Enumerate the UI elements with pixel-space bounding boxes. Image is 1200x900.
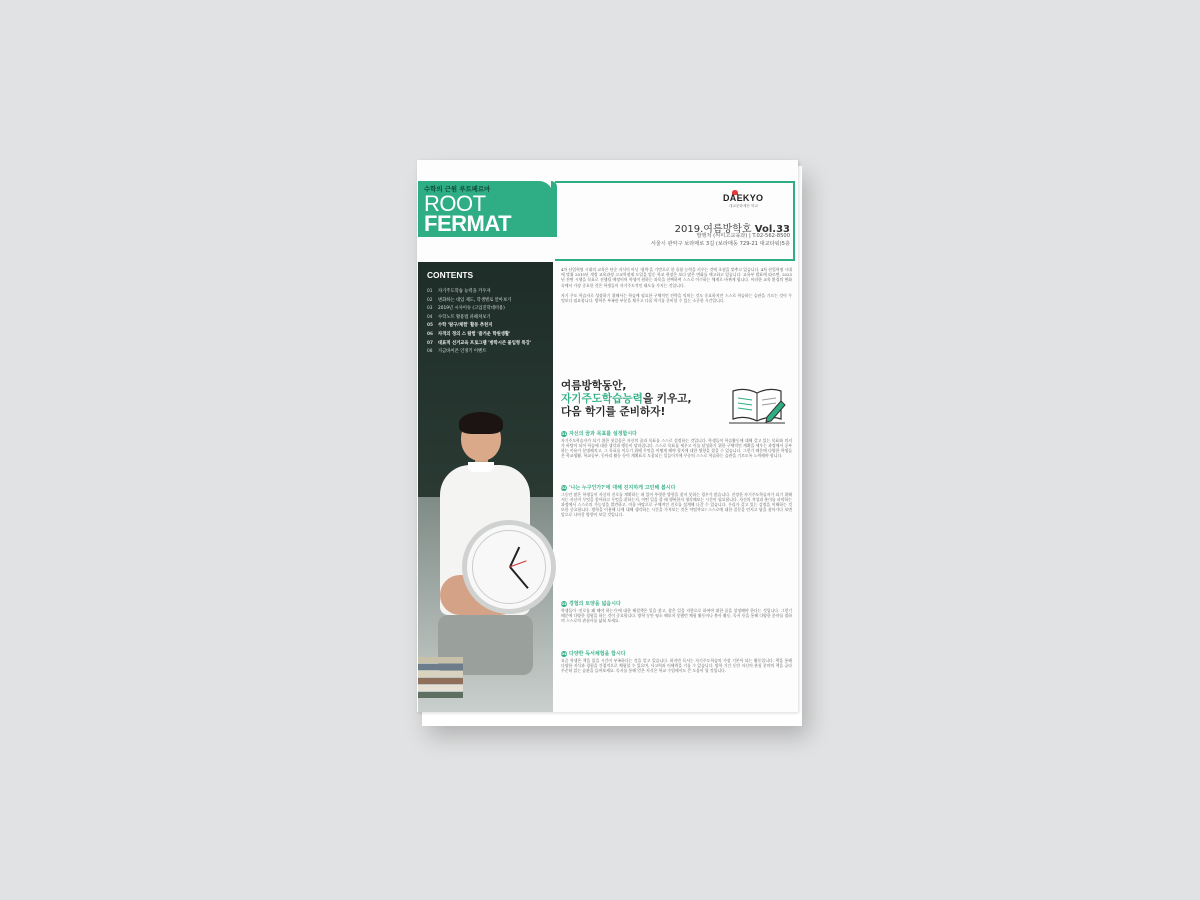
section-heading — [561, 600, 792, 608]
section-heading — [561, 650, 792, 658]
intro-paragraph: 자기 주도 학습자로 성장하기 위해서는 학습에 필요한 구체적인 전략을 익히는 것도 중요하지만 스스로 학습하는 습관을 기르는 것이 무엇보다 필요합니다. 방학은 부족한 부분을 채우고 다음 학기를 준비할 수 있는 소중한 시간입니다. — [561, 292, 792, 304]
masthead — [418, 181, 553, 237]
headline-highlight: 자기주도학습능력 — [561, 393, 643, 405]
masthead-subtitle: 수학의 근원 루트페르마 — [424, 185, 491, 193]
cover-photo — [418, 262, 553, 712]
student-collar — [468, 462, 494, 472]
contents-item-label: 수학노트 활용법 파헤쳐보기 — [438, 314, 491, 320]
section-block — [561, 600, 792, 623]
student-hair — [459, 412, 503, 434]
contents-item-number: 02 — [427, 297, 433, 303]
contents-item — [427, 340, 552, 349]
section-number: 04 — [561, 650, 567, 656]
contents-list — [427, 288, 552, 357]
contents-item — [427, 322, 552, 331]
intro-text — [561, 267, 792, 308]
daekyo-logo: DAEKYO — [723, 193, 764, 203]
contents-item-number: 08 — [427, 349, 433, 355]
section-block — [561, 430, 792, 458]
contents-item — [427, 297, 552, 306]
contents-item-number: 04 — [427, 314, 433, 320]
contents-item-label: 자격의 정의 스 탐험 '즐거운 학원생활' — [438, 331, 511, 337]
headline-line-1: 여름방학동안, — [561, 380, 627, 392]
book-stack-icon — [418, 657, 463, 712]
section-number: 01 — [561, 430, 567, 436]
contents-item-number: 03 — [427, 306, 433, 312]
contents-item-label: 2019년 시사이슈 (고입진학대비용) — [438, 306, 505, 312]
contents-title: CONTENTS — [427, 270, 474, 280]
contents-item-number: 06 — [427, 331, 433, 337]
section-body: 요즘 학생은 책을 읽을 시간이 부족하다는 것을 알고 있습니다. 하지만 독서는 자기주도학습의 가장 기본이 되는 활동입니다. 책을 통해 다양한 지식과 경험을 간접적으로 체험할 수 있으며, 사고력과 이해력을 기를 수 있습니다. 방학 기간 동안 자신의 관심 분야의 책을 골라 꾸준히 읽는 습관을 들여보세요. 독서를 통해 얻은 지식은 학교 수업에서도 큰 도움이 될 것입니다. — [561, 658, 792, 674]
section-number: 03 — [561, 600, 567, 606]
contents-item — [427, 305, 552, 314]
contents-item — [427, 348, 552, 357]
section-title: '나는 누구인가?'에 대해 진지하게 고민해 봅시다 — [569, 485, 676, 491]
contents-item-label: 변화하는 대입 제도, 학생별로 알아보기 — [438, 297, 512, 303]
book — [418, 678, 463, 684]
address-line: 서울시 관악구 보라매로 3길 (보라매동 729-21 대교타워)5층 — [650, 241, 790, 247]
contents-item — [427, 288, 552, 297]
wall-clock-icon — [462, 520, 556, 614]
book — [418, 692, 463, 698]
magazine-page — [417, 160, 798, 712]
section-title: 경험의 토양을 넓읍시다 — [569, 601, 621, 607]
headline-line-2-rest: 을 키우고, — [642, 393, 692, 405]
open-book-pencil-icon — [727, 383, 787, 425]
contents-item-number: 01 — [427, 289, 433, 294]
section-body: 자기주도학습자가 되기 위한 첫걸음은 자신의 꿈과 목표를 스스로 설정하는 것입니다. 학생들이 학습활동에 대해 갖고 있는 목표와 의지가 바탕이 되어 학습에 대한 생각과 행동이 달라집니다. 스스로 목표를 세우고 이를 달성하기 위한 구체적인 계획을 세우는 과정에서 공부하는 이유가 분명해지고, 그 목표를 이루기 위해 무엇을 어떻게 해야 할지에 대한 방향을 잡을 수 있습니다. 그렇기 때문에 다양한 학생들은 학교생활, 학교공부, 동아리 활동 등이 계획표로 도움되는 일들이기에 꾸준히 스스로 학습하는 습관을 기르도록 노력해야 합니다. — [561, 438, 792, 459]
book — [418, 664, 463, 670]
masthead-title-root: ROOT — [424, 191, 486, 216]
book — [418, 685, 463, 691]
contents-item-label: 수학 '탐구/체험' 활동 추천지 — [438, 323, 493, 329]
section-title: 다양한 독서체험을 합시다 — [569, 651, 626, 657]
section-heading — [561, 484, 792, 492]
contents-item-label: 자기주도학습 능력을 키우자 — [438, 289, 491, 294]
book — [418, 657, 463, 663]
contents-item — [427, 314, 552, 323]
section-body: 그동안 많은 학생들이 자신의 진로를 계획하는 데 있어 뚜렷한 방향을 찾지 못하는 경우가 많습니다. 진정한 자기주도학습자가 되기 위해서는 자신이 무엇을 좋아하고 무엇을 잘하는지, 어떤 일을 할 때 행복한지 생각해보는 시간이 필요합니다. 자신의 적성과 흥미를 파악하는 과정에서 스스로의 가능성을 발견하고, 이를 바탕으로 구체적인 진로를 설계해 나갈 수 있습니다. 우리가 갖고 있는 감정을 이해하는 것 또한 중요합니다. 방학을 이용해 나에 대해 생각하는 시간을 가져보는 것은 어떨까요? 스스로에 대한 질문을 던지고 답을 찾아가다 보면 앞으로 나아갈 방향이 보일 것입니다. — [561, 492, 792, 518]
section-block — [561, 484, 792, 517]
headline-line-3: 다음 학기를 준비하자! — [561, 406, 666, 418]
masthead-title-fermat: FERMAT — [424, 211, 512, 236]
section-number: 02 — [561, 484, 567, 490]
headline-line-2 — [561, 393, 741, 406]
issue-volume: Vol.33 — [754, 224, 790, 235]
contents-item-label: 지금바이폰 인정키 이벤트 — [438, 349, 487, 355]
contents-item-label: 대표적 선거교육 프로그램 '방학시즌 몰입형 특강' — [438, 340, 532, 346]
section-heading — [561, 430, 792, 438]
issue-date: 2019.여름방학호 — [674, 224, 752, 235]
contents-item — [427, 331, 552, 340]
daekyo-logo-subtitle: 대교문화재단 학교 — [729, 204, 758, 208]
publisher-line: 발행처 (씨미고교육과) | T.02-562-8500 — [696, 233, 790, 239]
intro-paragraph: 4차 산업혁명 시대의 교육은 단순 지식이 아닌 '협력'을 기반으로 한 융합 능력을 키우는 것에 초점을 맞추고 있습니다. 4차 산업혁명 시대에 맞춰 2015년 개정 교육과정 고교학점제 도입을 앞둔 학교 현장은 보다 많은 변화를 예고하고 있습니다. 교육부 발표에 따르면, 2025년 전면 시행을 목표로 진행될 예정이며 학생이 원하는 과목을 선택하여 스스로 이수하는 체계로 바뀌게 됩니다. 이러한 교육 환경의 변화 속에서 가장 중요한 것은 학생들이 자기주도적인 태도를 가지는 것입니다. — [561, 267, 793, 288]
section-block — [561, 650, 792, 673]
contents-item-number: 07 — [427, 340, 433, 346]
feature-headline — [561, 380, 741, 419]
section-body: 학생들이 '진로를 왜 해야 하는가'에 대한 해결책은 일을 찾고, 찾은 일을 지향으로 하여야 대한 꿈을 설정해야 한다는 것입니다. 그렇기 때문에 다양한 경험을 하는 것이 중요합니다. 방학 동안 평소 해보지 못했던 체험 활동이나 봉사 활동, 독서 등을 통해 다양한 분야를 접하며 스스로의 관심사를 넓혀 보세요. — [561, 608, 792, 624]
book — [418, 671, 463, 677]
contents-item-number: 05 — [427, 323, 433, 329]
section-title: 자신의 꿈과 목표를 설정합시다 — [569, 431, 638, 437]
